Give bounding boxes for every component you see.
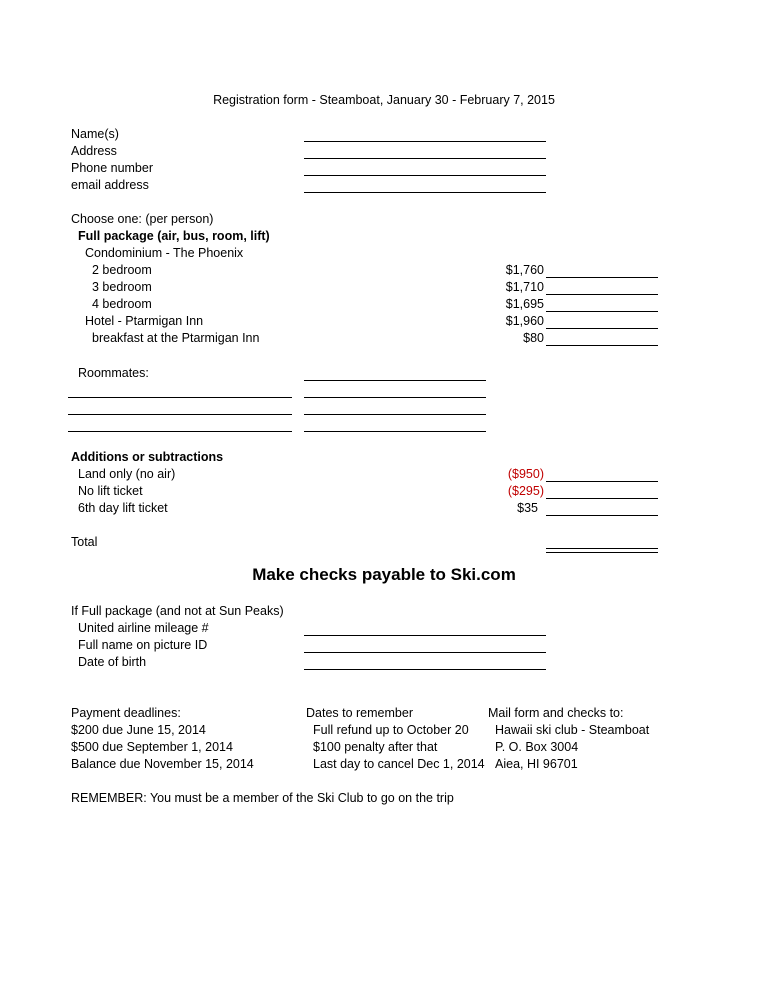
option-label: 2 bedroom <box>92 263 152 277</box>
addition-field[interactable] <box>546 498 658 499</box>
roommate-field[interactable] <box>304 414 486 415</box>
roommate-field[interactable] <box>304 431 486 432</box>
option-price: $1,960 <box>505 314 544 328</box>
mail-line: Hawaii ski club - Steamboat <box>495 723 650 737</box>
addition-label: 6th day lift ticket <box>78 501 168 515</box>
total-field[interactable] <box>546 548 658 553</box>
address-field[interactable] <box>304 158 546 159</box>
addition-label: Land only (no air) <box>78 467 176 481</box>
addition-price: $35 <box>517 501 538 515</box>
roommate-field[interactable] <box>304 397 486 398</box>
mail-heading: Mail form and checks to: <box>488 706 624 720</box>
option-field[interactable] <box>546 277 658 278</box>
remember-note: REMEMBER: You must be a member of the Ski Club to go on the trip <box>71 791 454 805</box>
address-label: Address <box>71 144 117 158</box>
deadline-line: $500 due September 1, 2014 <box>71 740 233 754</box>
roommate-field[interactable] <box>68 414 292 415</box>
roommate-field[interactable] <box>68 431 292 432</box>
dates-heading: Dates to remember <box>306 706 413 720</box>
addition-field[interactable] <box>546 481 658 482</box>
fullname-label: Full name on picture ID <box>78 638 208 652</box>
option-label: 4 bedroom <box>92 297 152 311</box>
addition-price: ($295) <box>507 484 544 498</box>
email-label: email address <box>71 178 149 192</box>
option-field[interactable] <box>546 345 658 346</box>
addition-label: No lift ticket <box>78 484 143 498</box>
roommates-label: Roommates: <box>78 366 149 380</box>
option-field[interactable] <box>546 328 658 329</box>
mileage-field[interactable] <box>304 635 546 636</box>
option-price: $1,695 <box>505 297 544 311</box>
condo-label: Condominium - The Phoenix <box>85 246 244 260</box>
mail-line: Aiea, HI 96701 <box>495 757 578 771</box>
payable-heading: Make checks payable to Ski.com <box>252 565 516 584</box>
mileage-label: United airline mileage # <box>78 621 209 635</box>
roommate-field[interactable] <box>68 397 292 398</box>
date-line: Full refund up to October 20 <box>313 723 469 737</box>
phone-label: Phone number <box>71 161 154 175</box>
date-line: Last day to cancel Dec 1, 2014 <box>313 757 485 771</box>
addition-price: ($950) <box>507 467 544 481</box>
email-field[interactable] <box>304 192 546 193</box>
option-label: breakfast at the Ptarmigan Inn <box>92 331 260 345</box>
total-label: Total <box>71 535 98 549</box>
deadline-line: $200 due June 15, 2014 <box>71 723 206 737</box>
name-label: Name(s) <box>71 127 119 141</box>
additions-heading: Additions or subtractions <box>71 450 224 464</box>
addition-field[interactable] <box>546 515 658 516</box>
date-line: $100 penalty after that <box>313 740 438 754</box>
option-label: Hotel - Ptarmigan Inn <box>85 314 204 328</box>
option-price: $80 <box>523 331 544 345</box>
fullpackage-heading: If Full package (and not at Sun Peaks) <box>71 604 284 618</box>
dob-label: Date of birth <box>78 655 147 669</box>
option-price: $1,760 <box>505 263 544 277</box>
option-field[interactable] <box>546 294 658 295</box>
option-field[interactable] <box>546 311 658 312</box>
fullname-field[interactable] <box>304 652 546 653</box>
name-field[interactable] <box>304 141 546 142</box>
option-label: 3 bedroom <box>92 280 152 294</box>
dob-field[interactable] <box>304 669 546 670</box>
choose-heading: Choose one: (per person) <box>71 212 214 226</box>
deadline-line: Balance due November 15, 2014 <box>71 757 254 771</box>
roommate-field[interactable] <box>304 380 486 381</box>
phone-field[interactable] <box>304 175 546 176</box>
page-title: Registration form - Steamboat, January 30 - February 7, 2015 <box>213 93 555 107</box>
mail-line: P. O. Box 3004 <box>495 740 579 754</box>
package-heading: Full package (air, bus, room, lift) <box>78 229 270 243</box>
deadlines-heading: Payment deadlines: <box>71 706 181 720</box>
option-price: $1,710 <box>505 280 544 294</box>
